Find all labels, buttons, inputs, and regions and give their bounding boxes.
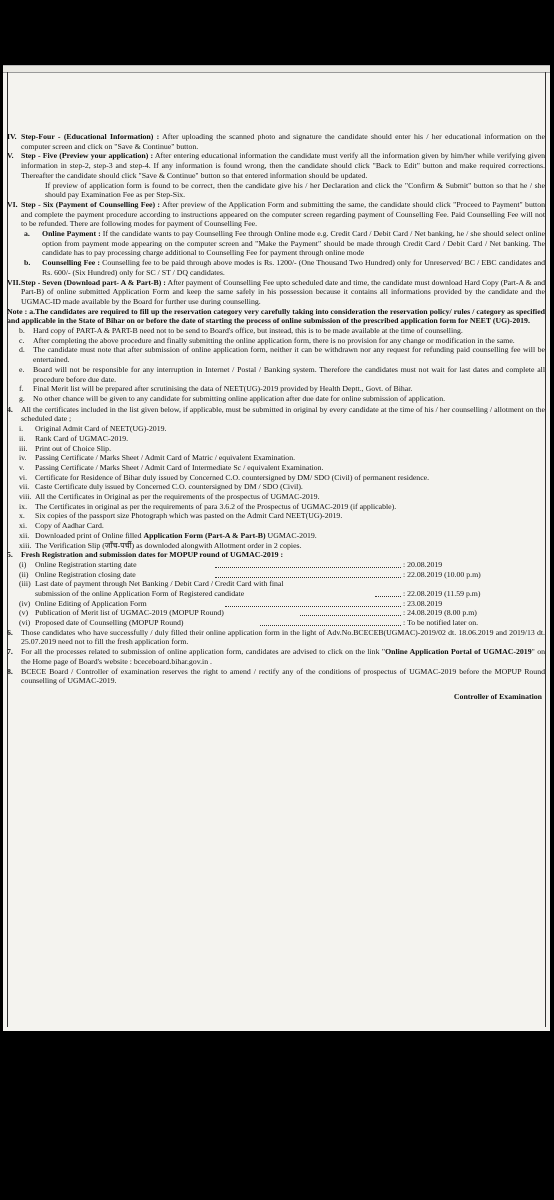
item-four: 4. All the certificates included in the list given below, if applicable, must be submitted in original by every candidate at the time of his / her counselling / allotment on the scheduled date ; [7,404,545,424]
certificate-item: xii. Downloaded print of Online filled Application Form (Part-A & Part-B) UGMAC-2019. [19,530,317,540]
certificate-item-label: x. [19,511,25,521]
step-five-preview-note: If preview of application form is found to be correct, then the candidate give his / her Declaration and click the "Confirm & Submit" button so that he / she should pay Examination Fee as per Step-Six. [45,180,545,200]
item-five: 5. Fresh Registration and submission dates for MOPUP round of UGMAC-2019 : [7,550,284,560]
certificate-item-label: ix. [19,501,28,511]
schedule-row [7,599,545,609]
note-item-text: Final Merit list will be prepared after scrutinising the data of NEET(UG)-2019 provided by Health Deptt., Govt. of Bihar. [33,384,413,394]
certificate-item [7,473,545,483]
note-item-label: g. [19,393,25,403]
certificate-item-text: Rank Card of UGMAC-2019. [35,433,129,443]
schedule-text: Publication of Merit list of UGMAC-2019 (MOPUP Round) [35,608,224,618]
dotted-leader [225,599,401,607]
schedule-row [7,579,545,589]
note-item-text: The candidate must note that after submission of online application form, neither it can be withdrawn nor any request for refunding paid counselling fee will be entertained. [33,345,545,365]
certificate-item-label: ii. [19,433,26,443]
schedule-row [7,570,545,580]
schedule-label: (i) [19,559,27,569]
schedule-text: Online Editing of Application Form [35,598,147,608]
certificate-item-label: xi. [19,521,28,531]
note-a: Note : a.The candidates are required to fill up the reservation category very carefully taking into consideration the reservation policy/ rules / category as specified and applicable in the State of Bihar on or before the date of starting the process of online submission of the prescribed application form for NEET (UG)-2019. [7,306,545,326]
note-item-label: b. [19,326,25,336]
dotted-leader [215,560,401,568]
online-payment-item: a. Online Payment : If the candidate wants to pay Counselling Fee through Online mode e.g. Credit Card / Debit Card / Net banking, he / she should select online option from payment mode appearing on the computer screen and "Make the Payment" should be made through Credit Card / Debit Card / Net banking. The candidate has to pay processing charge additional to Counselling Fee for payment through online mode [24,229,545,258]
step-four: IV. Step-Four - (Educational Information) : After uploading the scanned photo and signature the candidate should enter his / her educational information on the computer screen and click on "Save & Continue" button. [7,132,545,151]
schedule-row [7,618,545,628]
note-item [7,394,545,404]
certificate-item [7,424,545,434]
certificate-item-text: Six copies of the passport size Photograph which was pasted on the Admit Card NEET(UG)-2019. [35,511,343,521]
item-six: 6. Those candidates who have successfully / duly filled their online application form in the light of Adv.No.BCECEB(UGMAC)-2019/02 dt. 18.06.2019 and 2019/13 dt. 25.07.2019 need not to fill the fresh application form. [7,627,545,647]
certificate-item [7,482,545,492]
step-five: V. Step - Five (Preview your application) : After entering educational information the candidate must verify all the information given by him/her while verifying given information in step-2, step-3 and step-4. If any information is found wrong, then the candidate should click "Back to Edit" button and make required corrections. Thereafter the candidate should click "Save & Continue" button so that entered information should be updated. If preview of application form is found to be correct, then the candidate give his / her Declaration and click the "Confirm & Submit" button so that he / she should pay Examination Fee as per Step-Six. [7,151,545,200]
item-eight: 8. BCECE Board / Controller of examination reserves the right to amend / rectify any of the conditions of prospectus of UGMAC-2019 before the MOPUP Round counselling of UGMAC-2019. [7,666,545,686]
certificate-item-label: i. [19,424,24,434]
schedule-text: Last date of payment through Net Banking / Debit Card / Credit Card with final [35,579,284,589]
certificate-item-text: Passing Certificate / Marks Sheet / Admit Card of Intermediate Sc / equivalent Examination. [35,462,324,472]
note-item-label: f. [19,384,24,394]
note-item-label: c. [19,335,25,345]
schedule-text: Proposed date of Counselling (MOPUP Round) [35,618,184,628]
note-item [7,365,545,384]
schedule-text: Online Registration closing date [35,569,136,579]
note-item-label: d. [19,345,25,355]
note-item-label: e. [19,364,25,374]
certificate-item-label: iv. [19,453,27,463]
certificate-item [7,511,545,521]
certificate-item-label: vi. [19,472,28,482]
schedule-value: : 24.08.2019 (8.00 p.m) [403,608,477,618]
certificate-item-text: Copy of Aadhar Card. [35,521,104,531]
certificate-item-text: Print out of Choice Slip. [35,443,112,453]
schedule-value: : To be notified later on. [403,618,479,628]
certificate-item [7,453,545,463]
note-item-text: No other chance will be given to any candidate for submitting online application after due date for online submission of application. [33,393,446,403]
certificate-item-text: Original Admit Card of NEET(UG)-2019. [35,424,167,434]
note-item [7,345,545,364]
step-seven: VII. Step - Seven (Download part- A & Part-B) : After payment of Counselling Fee upto scheduled date and time, the candidate must download Hard Copy (Part-A & and Part-B) of online submitted Application Form and keep the same safely in his possession because it contains all informations provided by the candidate and the UGMAC-ID made available by the Board for further use during counselling. [7,277,545,306]
schedule-label: (iv) [19,598,31,608]
step-six: VI. Step - Six (Payment of Counselling Fee) : After preview of the Application Form and submitting the same, the candidate should click "Proceed to Payment" button and complete the payment procedure according to instructions appeared on the computer screen regarding payment of Counselling Fee. Paid Counselling Fee will not to be refunded. There are following modes for payment of Counselling Fee. [7,199,545,229]
certificate-item-text: All the Certificates in Original as per the requirements of the prospectus of UGMAC-2019. [35,492,320,502]
schedule-text: Online Registration starting date [35,559,137,569]
schedule-row [7,560,545,570]
dotted-leader [375,589,401,597]
note-item [7,326,545,336]
note-item-text: Board will not be responsible for any interruption in Internet / Postal / Banking system. Therefore the candidates must not wait for last dates and complete all procedure before due date. [33,364,545,384]
certificate-item-label: vii. [19,482,30,492]
schedule-label: (v) [19,608,29,618]
note-list [7,326,545,404]
note-item [7,336,545,346]
schedule-label: (ii) [19,569,29,579]
schedule-value: : 22.08.2019 (10.00 p.m) [403,569,481,579]
notice-body [7,132,545,702]
counselling-fee-item: b. Counselling Fee : Counselling fee to be paid through above modes is Rs. 1200/- (One Thousand Two Hundred) only for Unreserved/ BC / EBC candidates and Rs. 600/- (Six Hundred) only for SC / ST / DQ candidates. [24,258,546,277]
note-item-text: After completing the above procedure and finally submitting the online application form, there is no provision for any change or modification in the same. [33,335,515,345]
certificate-item: xiii. The Verification Slip (जाँच-पर्ची) as downloded alongwith Allotment order in 2 copies. [19,540,302,550]
certificate-item-label: v. [19,462,25,472]
certificate-item-text: The Certificates in original as per the requirements of para 3.6.2 of the Prospectus of UGMAC-2019 (if applicable). [35,501,397,511]
certificate-item-text: Caste Certificate duly issued by Concerned C.O. countersigned by DM / SDO (Civil). [35,482,303,492]
dotted-leader [215,570,401,578]
schedule-list [7,560,545,628]
note-item [7,384,545,394]
certificate-item-label: iii. [19,443,28,453]
schedule-value: : 20.08.2019 [403,559,443,569]
dotted-leader [300,608,401,616]
schedule-value: : 22.08.2019 (11.59 p.m) [403,589,481,598]
item-seven: 7. For all the processes related to submission of online application form, candidates are advised to click on the link "Online Application Portal of UGMAC-2019" on the Home page of Board's website : bceceboard.bihar.gov.in . [7,647,545,666]
document-page [3,65,550,1031]
certificate-item-text: Passing Certificate / Marks Sheet / Admit Card of Matric / equivalent Examination. [35,453,296,463]
schedule-label: (vi) [19,618,31,628]
signature: Controller of Examination [453,691,542,701]
certificate-item [7,463,545,473]
certificate-item [7,444,545,454]
certificate-item [7,492,545,502]
certificate-item [7,502,545,512]
dotted-leader [260,618,401,626]
schedule-value: : 23.08.2019 [403,598,443,608]
certificate-item-label: viii. [19,492,32,502]
schedule-label: (iii) [19,579,31,589]
schedule-text: submission of the online Application Form of Registered candidate [35,589,245,598]
certificate-item [7,521,545,531]
schedule-row [7,608,545,618]
schedule-row [7,589,545,599]
note-item-text: Hard copy of PART-A & PART-B need not to be send to Board's office, but instead, this is to be made available at the time of counselling. [33,326,463,336]
certificate-item-text: Certificate for Residence of Bihar duly issued by Concerned C.O. countersigned by DM/ SDO (Civil) of permanent residence. [35,472,430,482]
certificate-list [7,424,545,531]
certificate-item [7,434,545,444]
